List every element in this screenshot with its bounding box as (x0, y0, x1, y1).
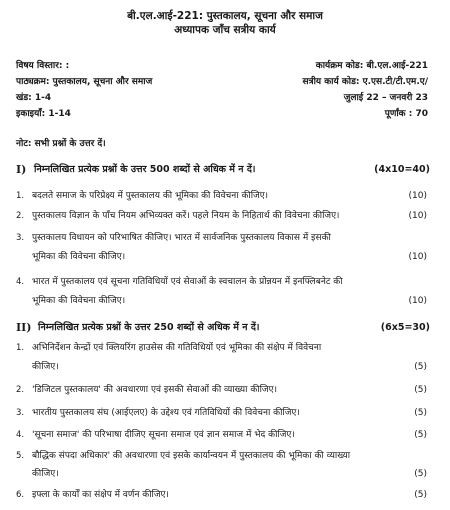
section-1-marks: (4x10=40) (374, 164, 430, 175)
question-text: इफ्ला के कार्यों का संक्षेप में वर्णन कीजिए। (32, 490, 169, 500)
blocks: खंड: 1-4 (16, 93, 52, 103)
question-number: 1. (16, 343, 25, 353)
question-number: 4. (16, 277, 25, 287)
question-text: बदलते समाज के परिप्रेक्ष्य में पुस्तकालय की भूमिका की विवेचना कीजिए। (32, 191, 269, 201)
question-marks: (10) (408, 191, 427, 201)
assignment-subtitle: अध्यापक जाँच सत्रीय कार्य (174, 24, 276, 36)
question-marks: (5) (414, 430, 427, 440)
question-number: 1. (16, 191, 25, 201)
program-code: कार्यक्रम कोड: बी.एल.आई-221 (315, 61, 428, 71)
section-2-roman: II) (16, 321, 32, 334)
question-marks: (5) (414, 490, 427, 500)
section-1-heading: निम्नलिखित प्रत्येक प्रश्नों के उत्तर 500 शब्दों से अधिक में न दें। (34, 164, 256, 175)
question-text: भारतीय पुस्तकालय संघ (आईएलए) के उद्देश्य एवं गतिविधियों की विवेचना कीजिए। (32, 408, 300, 418)
assignment-title: बी.एल.आई-221: पुस्तकालय, सूचना और समाज (127, 10, 323, 22)
question-text-continued: कीजिए। (32, 469, 59, 479)
question-text: पुस्तकालय विज्ञान के पाँच नियम अभिव्यक्त करें। पहले नियम के निहितार्थ की विवेचना कीजिए। (32, 211, 340, 221)
session: जुलाई 22 – जनवरी 23 (343, 93, 428, 103)
question-number: 4. (16, 430, 25, 440)
question-text-continued: कीजिए। (32, 362, 59, 372)
question-number: 2. (16, 385, 25, 395)
question-number: 5. (16, 451, 25, 461)
question-marks: (5) (414, 362, 427, 372)
question-text: अभिनिर्देशन केन्द्रों एवं क्लियरिंग हाउसेस की गतिविधियों एवं भूमिका की संक्षेप में विवेचना (32, 343, 322, 353)
course-name: पाठ्यक्रम: पुस्तकालय, सूचना और समाज (16, 77, 153, 87)
question-text-continued: भूमिका की विवेचना कीजिए। (32, 296, 126, 306)
units: इकाइयाँ: 1-14 (16, 109, 71, 119)
section-2-heading: निम्नलिखित प्रत्येक प्रश्नों के उत्तर 250 शब्दों से अधिक में न दें। (38, 322, 260, 333)
question-number: 3. (16, 233, 25, 243)
question-number: 2. (16, 211, 25, 221)
question-text: भारत में पुस्तकालय एवं सूचना गतिविधियों एवं सेवाओं के स्वचालन के प्रोन्नयन में इनफ्लिबनेट की (32, 277, 343, 287)
question-text: 'सूचना समाज' की परिभाषा दीजिए सूचना समाज एवं ज्ञान समाज में भेद कीजिए। (32, 430, 295, 440)
subject-label: विषय विस्तार: : (16, 61, 70, 71)
question-marks: (5) (414, 469, 427, 479)
assignment-code: सत्रीय कार्य कोड: ए.एस.टी/टी.एम.ए/ (302, 77, 428, 87)
question-marks: (10) (408, 296, 427, 306)
question-number: 6. (16, 490, 25, 500)
question-marks: (5) (414, 385, 427, 395)
question-text: 'डिजिटल पुस्तकालय' की अवधारणा एवं इसकी सेवाओं की व्याख्या कीजिए। (32, 385, 277, 395)
question-text-continued: भूमिका की विवेचना कीजिए। (32, 252, 126, 262)
instructions-note: नोट: सभी प्रश्नों के उत्तर दें। (16, 139, 106, 149)
question-marks: (10) (408, 211, 427, 221)
max-marks: पूर्णांक : 70 (384, 109, 428, 119)
question-marks: (10) (408, 252, 427, 262)
question-marks: (5) (414, 408, 427, 418)
question-text: पुस्तकालय विधायन को परिभाषित कीजिए। भारत में सार्वजनिक पुस्तकालय विकास में इसकी (32, 233, 331, 243)
question-text: बौद्धिक संपदा अधिकार' की अवधारणा एवं इसके कार्यान्वयन में पुस्तकालय की भूमिका की व्याख्या (32, 451, 351, 461)
section-2-marks: (6x5=30) (380, 322, 430, 333)
question-number: 3. (16, 408, 25, 418)
section-1-roman: I) (16, 163, 27, 176)
